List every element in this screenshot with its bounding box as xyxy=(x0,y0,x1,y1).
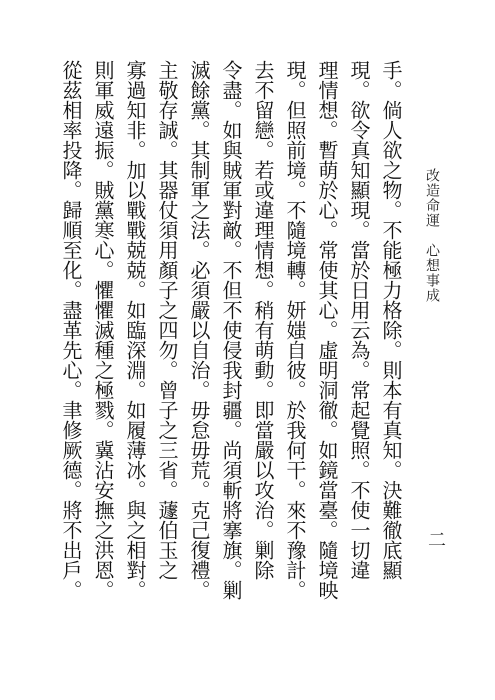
text-column-1: 手。倘人欲之物。不能極力格除。則本有真知。決難徹底顯 xyxy=(379,60,403,580)
running-title: 改造命運 心想事成 xyxy=(424,168,440,303)
text-column-5: 去不留戀。若或違理情想。稍有萌動。即當嚴以攻治。剿除 xyxy=(251,60,275,580)
text-column-7: 滅餘黨。其制軍之法。必須嚴以自治。毋怠毋荒。克己復禮。 xyxy=(187,60,211,600)
text-column-2: 現。欲令真知顯現。當於日用云為。常起覺照。不使一切違 xyxy=(347,60,371,580)
text-column-3: 理情想。暫萌於心。常使其心。虛明洞徹。如鏡當臺。隨境映 xyxy=(315,60,339,600)
page-number: 二 xyxy=(425,530,446,548)
text-column-8: 主敬存誠。其器仗須用顏子之四勿。曾子之三省。蘧伯玉之 xyxy=(155,60,179,580)
text-column-6: 令盡。如與賊軍對敵。不但不使侵我封疆。尚須斬將搴旗。剿 xyxy=(219,60,243,600)
text-column-11: 從茲相率投降。歸順至化。盡革先心。聿修厥德。將不出戶。 xyxy=(59,60,83,600)
text-column-4: 現。但照前境。不隨境轉。妍媸自彼。於我何干。來不豫計。 xyxy=(283,60,307,600)
text-column-10: 則軍威遠振。賊黨寒心。懼懼滅種之極戮。冀沾安撫之洪恩。 xyxy=(91,60,115,600)
body-text xyxy=(56,60,406,660)
text-column-9: 寡過知非。加以戰戰兢兢。如臨深淵。如履薄冰。與之相對。 xyxy=(123,60,147,600)
